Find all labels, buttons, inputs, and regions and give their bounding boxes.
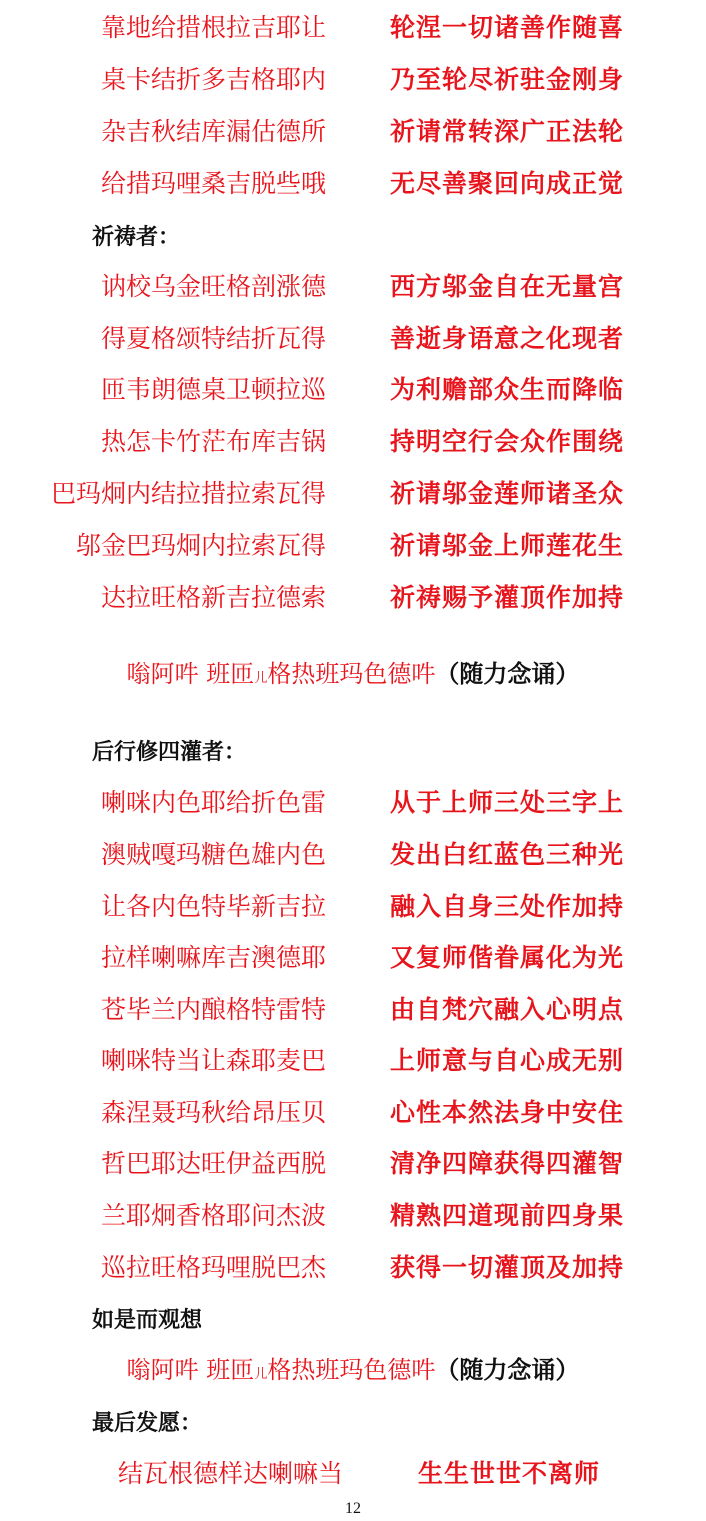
section-heading-visualize: 如是而观想 xyxy=(92,1307,203,1333)
section-heading-four-empowerments: 后行修四灌者： xyxy=(92,739,247,765)
verse-right-line: 持明空行会众作围绕 xyxy=(390,427,625,456)
section-heading-prayer: 祈祷者： xyxy=(92,224,181,250)
verse-left-line: 苍毕兰内酿格特雷特 xyxy=(100,995,326,1024)
verse-left-line: 给措玛哩桑吉脱些哦 xyxy=(100,169,326,198)
verse-right-line: 为利赡部众生而降临 xyxy=(390,375,625,404)
verse-left-line: 杂吉秋结库漏估德所 xyxy=(100,117,326,146)
verse-right-line: 轮涅一切诸善作随喜 xyxy=(390,13,625,42)
verse-right-line: 心性本然法身中安住 xyxy=(390,1098,625,1127)
mantra-text-rest: 格热班玛色德吽 xyxy=(267,1356,436,1384)
verse-right-line: 祈请邬金上师莲花生 xyxy=(390,531,625,560)
verse-left-line: 桌卡结折多吉格耶内 xyxy=(100,65,326,94)
verse-left-line: 达拉旺格新吉拉德索 xyxy=(100,583,326,612)
verse-right-line: 善逝身语意之化现者 xyxy=(390,324,625,353)
verse-left-line: 得夏格颂特结折瓦得 xyxy=(100,324,326,353)
verse-right-line: 无尽善聚回向成正觉 xyxy=(390,169,625,198)
verse-left-line: 喇咪内色耶给折色雷 xyxy=(100,788,326,817)
verse-right-line: 祈请常转深广正法轮 xyxy=(390,117,625,146)
verse-left-line: 澳贼嘎玛糖色雄内色 xyxy=(100,840,326,869)
verse-left-line: 靠地给措根拉吉耶让 xyxy=(100,13,326,42)
verse-right-line: 精熟四道现前四身果 xyxy=(390,1201,625,1230)
verse-left-line: 兰耶炯香格耶问杰波 xyxy=(100,1201,326,1230)
mantra-text: 嗡阿吽 班匝 xyxy=(126,1356,255,1384)
verse-right-line: 由自梵穴融入心明点 xyxy=(390,995,625,1024)
mantra-small-char: 儿 xyxy=(254,671,268,686)
verse-left-line: 邬金巴玛炯内拉索瓦得 xyxy=(75,531,326,560)
verse-right-line: 乃至轮尽祈驻金刚身 xyxy=(390,65,625,94)
verse-left-line: 匝韦朗德桌卫顿拉巡 xyxy=(100,375,326,404)
verse-right-line: 融入自身三处作加持 xyxy=(390,892,625,921)
section-heading-final-vow: 最后发愿： xyxy=(92,1410,203,1436)
mantra-text-rest: 格热班玛色德吽 xyxy=(267,660,436,688)
verse-left-line: 让各内色特毕新吉拉 xyxy=(100,892,326,921)
verse-left-line: 热怎卡竹茫布库吉锅 xyxy=(100,427,326,456)
verse-right-line: 从于上师三处三字上 xyxy=(390,788,625,817)
mantra-line xyxy=(0,659,706,694)
vow-right-line: 生生世世不离师 xyxy=(418,1459,601,1488)
verse-left-line: 巴玛炯内结拉措拉索瓦得 xyxy=(50,479,326,508)
mantra-line xyxy=(0,1355,706,1390)
mantra-small-char: 儿 xyxy=(254,1367,268,1382)
verse-right-line: 又复师偕眷属化为光 xyxy=(390,943,625,972)
verse-left-line: 巡拉旺格玛哩脱巴杰 xyxy=(100,1253,326,1282)
verse-right-line: 祈请邬金莲师诸圣众 xyxy=(390,479,625,508)
verse-right-line: 获得一切灌顶及加持 xyxy=(390,1253,625,1282)
verse-left-line: 森涅聂玛秋给昂压贝 xyxy=(100,1098,326,1127)
mantra-note: （随力念诵） xyxy=(435,659,580,688)
verse-right-line: 上师意与自心成无别 xyxy=(390,1046,625,1075)
verse-left-line: 喇咪特当让森耶麦巴 xyxy=(100,1046,326,1075)
verse-right-line: 祈祷赐予灌顶作加持 xyxy=(390,583,625,612)
mantra-text: 嗡阿吽 班匝 xyxy=(126,660,255,688)
verse-right-line: 西方邬金自在无量宫 xyxy=(390,272,625,301)
mantra-note: （随力念诵） xyxy=(435,1355,580,1384)
page-number: 12 xyxy=(345,1500,361,1517)
verse-left-line: 哲巴耶达旺伊益西脱 xyxy=(100,1149,326,1178)
vow-left-line: 结瓦根德样达喇嘛当 xyxy=(118,1459,344,1488)
verse-right-line: 清净四障获得四灌智 xyxy=(390,1149,625,1178)
verse-left-line: 拉样喇嘛库吉澳德耶 xyxy=(100,943,326,972)
verse-left-line: 讷校乌金旺格剖涨德 xyxy=(100,272,326,301)
verse-right-line: 发出白红蓝色三种光 xyxy=(390,840,625,869)
